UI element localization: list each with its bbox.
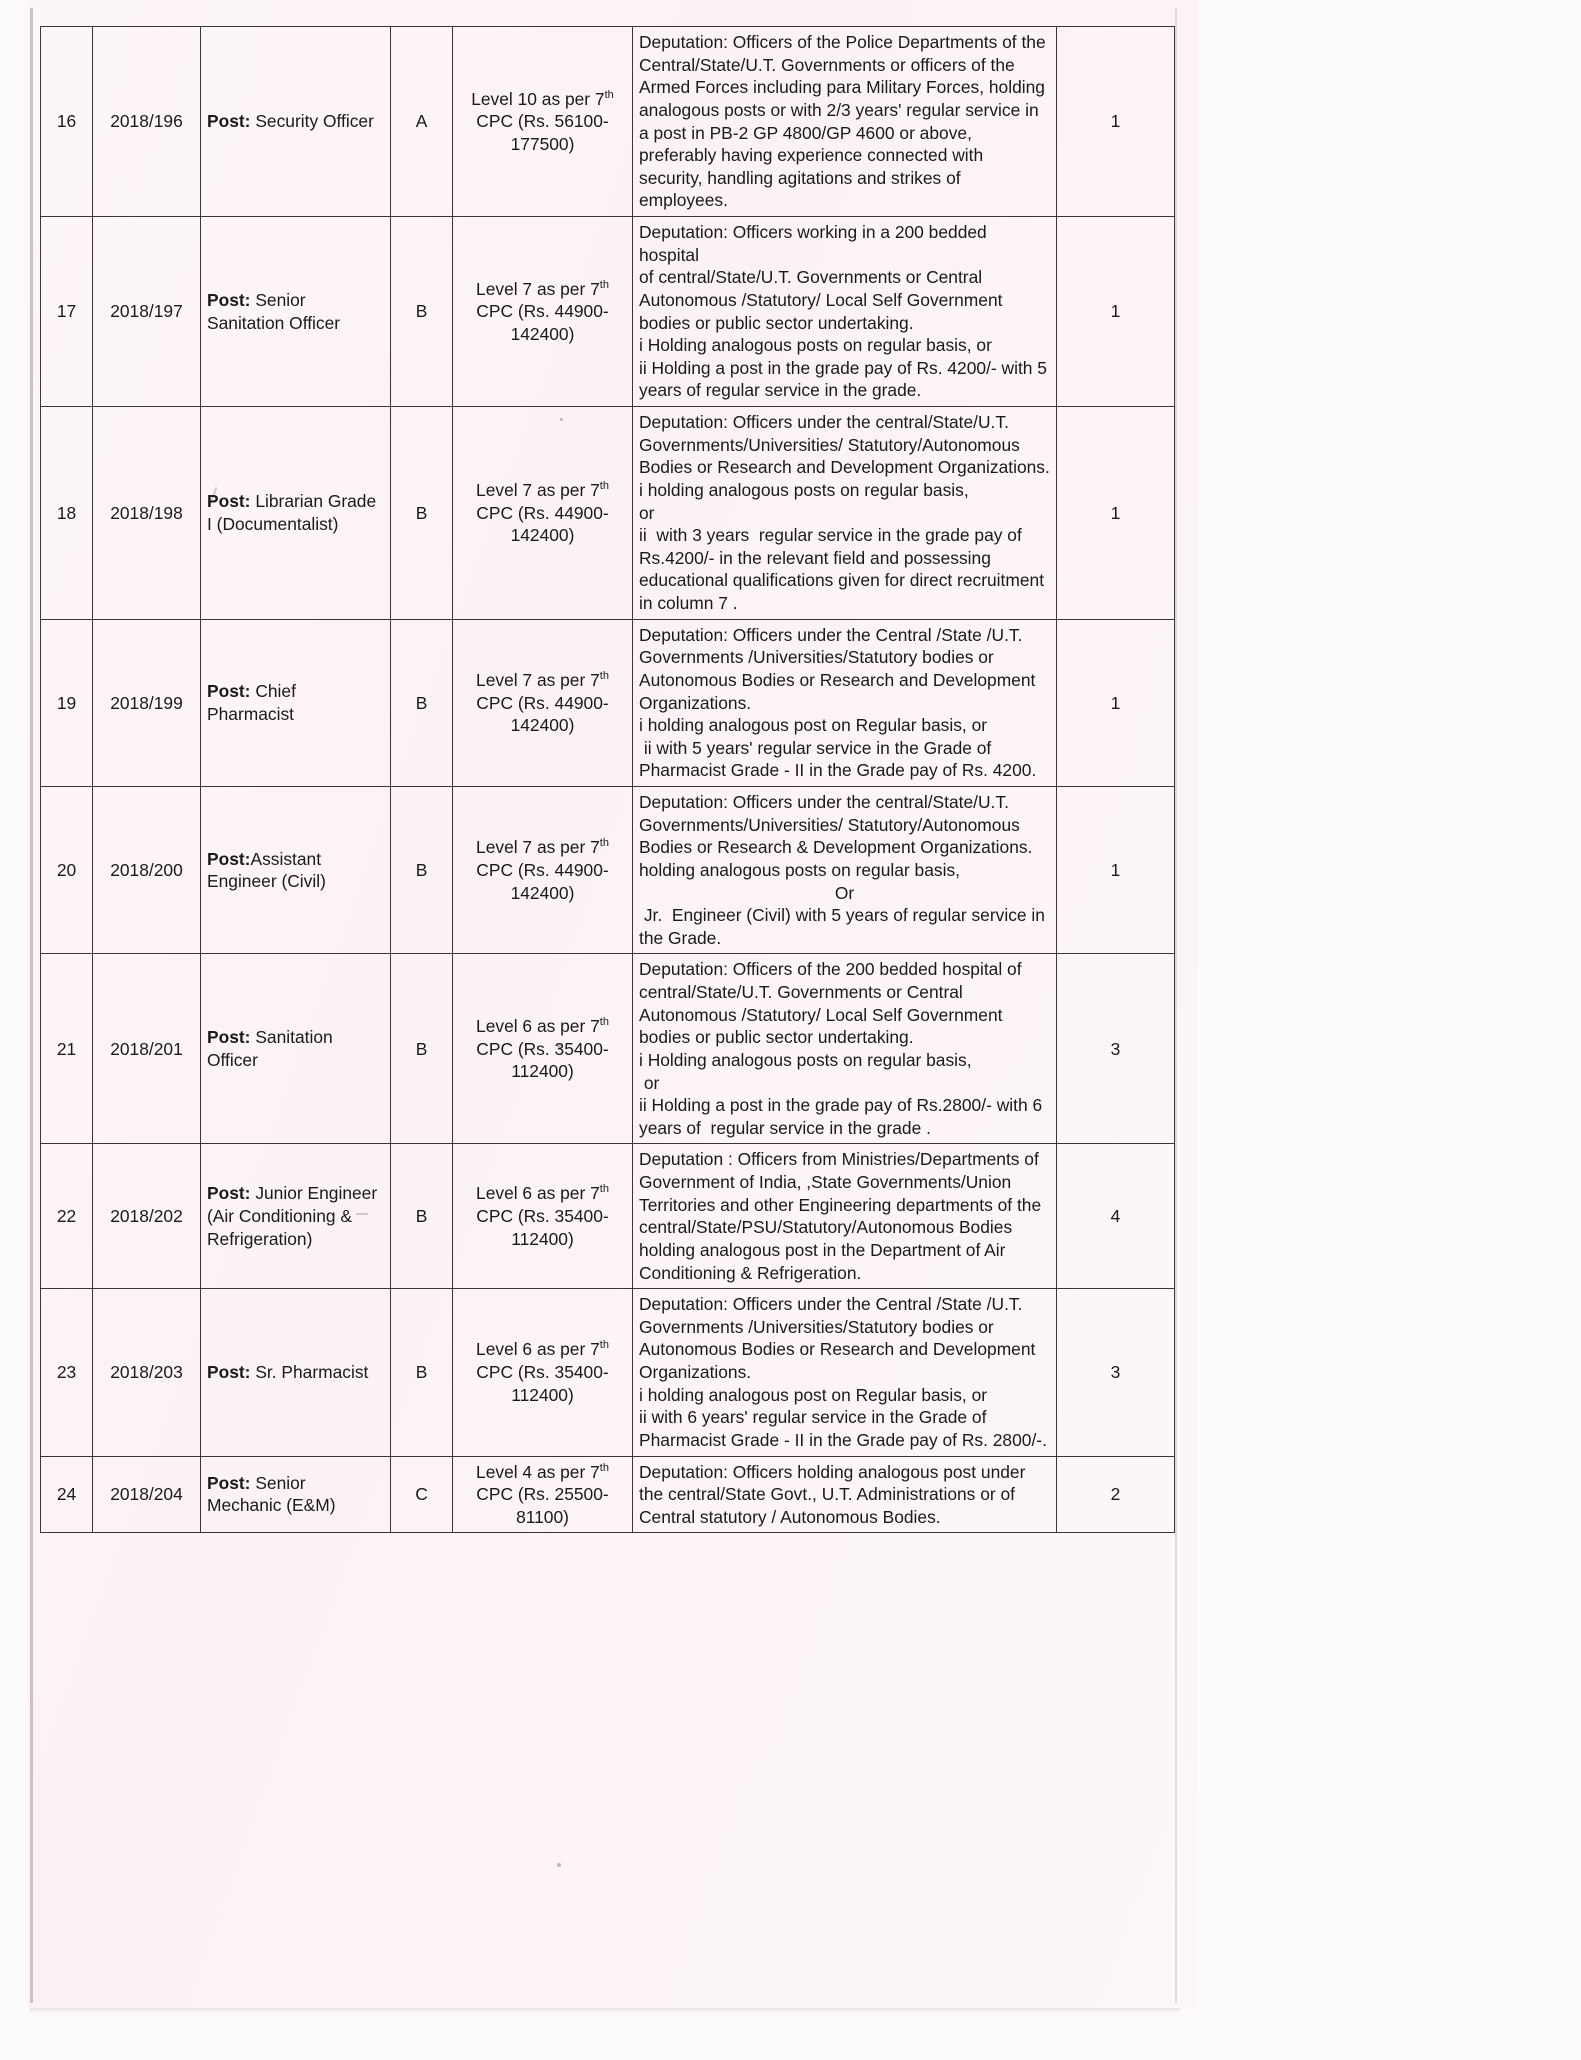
scan-speck <box>557 1863 561 1867</box>
post-value: Sanitation Officer <box>207 1027 333 1070</box>
cell-group: A <box>391 27 453 217</box>
post-label: Post: <box>207 289 251 310</box>
cell-serial-number: 23 <box>41 1289 93 1456</box>
table-row <box>41 27 1175 217</box>
cell-pay-level <box>453 954 633 1144</box>
post-label: Post: <box>207 1472 251 1493</box>
eligibility-line: educational qualifications given for direct recruitment <box>639 570 1045 591</box>
cell-serial-number: 18 <box>41 407 93 620</box>
eligibility-line: Governments/Universities/ Statutory/Autonomous <box>639 434 1020 455</box>
cell-eligibility <box>633 619 1057 786</box>
cell-advertisement-number: 2018/198 <box>93 407 201 620</box>
eligibility-line: a post in PB-2 GP 4800/GP 4600 or above, <box>639 122 972 143</box>
cell-pay-level <box>453 787 633 954</box>
post-value: Junior Engineer (Air Conditioning & Refrigeration) <box>207 1183 378 1249</box>
pay-level-line: Level 10 as per 7th <box>471 88 614 109</box>
cell-advertisement-number: 2018/196 <box>93 27 201 217</box>
cell-eligibility <box>633 217 1057 407</box>
page-edge-right <box>1175 8 1177 2003</box>
eligibility-line: Bodies or Research and Development Organizations. <box>639 457 1050 478</box>
cell-vacancy-count: 3 <box>1057 1289 1175 1456</box>
pay-level-line: 142400) <box>510 715 575 736</box>
eligibility-line: holding analogous post in the Department of Air <box>639 1239 1006 1260</box>
cell-vacancy-count: 2 <box>1057 1456 1175 1533</box>
cell-vacancy-count: 1 <box>1057 787 1175 954</box>
cell-vacancy-count: 3 <box>1057 954 1175 1144</box>
pay-level-line: Level 7 as per 7th <box>476 278 609 299</box>
recruitment-table <box>40 26 1175 1533</box>
eligibility-line: i Holding analogous posts on regular basis, or <box>639 335 992 356</box>
eligibility-line: ii Holding a post in the grade pay of Rs.2800/- with 6 <box>639 1095 1043 1116</box>
recruitment-table-body <box>41 27 1175 1533</box>
post-label: Post: <box>207 111 251 132</box>
ordinal-suffix: th <box>599 1339 609 1352</box>
eligibility-line: or <box>639 1072 660 1093</box>
cell-pay-level <box>453 1456 633 1533</box>
eligibility-line: Organizations. <box>639 692 752 713</box>
cell-post-name <box>201 407 391 620</box>
cell-vacancy-count: 1 <box>1057 217 1175 407</box>
cell-pay-level <box>453 407 633 620</box>
eligibility-line: ii with 6 years' regular service in the Grade of <box>639 1407 987 1428</box>
cell-group: B <box>391 1144 453 1289</box>
eligibility-line: Pharmacist Grade - II in the Grade pay of Rs. 2800/-. <box>639 1429 1047 1450</box>
post-label: Post: <box>207 491 251 512</box>
cell-group: B <box>391 1289 453 1456</box>
ordinal-suffix: th <box>599 1016 609 1029</box>
eligibility-line: or <box>639 502 655 523</box>
eligibility-line: i Holding analogous posts on regular basis, <box>639 1049 972 1070</box>
cell-vacancy-count: 1 <box>1057 27 1175 217</box>
table-row <box>41 1144 1175 1289</box>
cell-group: B <box>391 954 453 1144</box>
cell-pay-level <box>453 217 633 407</box>
table-row <box>41 787 1175 954</box>
eligibility-line: in column 7 . <box>639 593 738 613</box>
cell-group: B <box>391 217 453 407</box>
cell-advertisement-number: 2018/204 <box>93 1456 201 1533</box>
post-label: Post: <box>207 848 251 869</box>
cell-group: B <box>391 407 453 620</box>
ordinal-suffix: th <box>599 837 609 850</box>
cell-pay-level <box>453 619 633 786</box>
pay-level-line: 177500) <box>510 133 575 154</box>
cell-pay-level <box>453 1144 633 1289</box>
eligibility-line: security, handling agitations and strikes of <box>639 167 961 188</box>
cell-serial-number: 17 <box>41 217 93 407</box>
pay-level-line: CPC (Rs. 44900- <box>476 301 609 322</box>
post-value: Librarian Grade I (Documentalist) <box>207 491 377 534</box>
cell-vacancy-count: 1 <box>1057 407 1175 620</box>
ordinal-suffix: th <box>599 670 609 683</box>
post-value: Security Officer <box>250 111 374 132</box>
eligibility-line: i holding analogous posts on regular basis, <box>639 479 969 500</box>
eligibility-line: Deputation: Officers of the Police Departments of the <box>639 32 1046 52</box>
cell-eligibility <box>633 407 1057 620</box>
eligibility-line: Deputation: Officers working in a 200 bedded hospital <box>639 222 992 265</box>
cell-advertisement-number: 2018/197 <box>93 217 201 407</box>
eligibility-line: Or <box>834 882 855 903</box>
cell-eligibility <box>633 1289 1057 1456</box>
cell-post-name <box>201 1144 391 1289</box>
eligibility-line: Governments /Universities/Statutory bodies or <box>639 1316 994 1337</box>
cell-advertisement-number: 2018/200 <box>93 787 201 954</box>
eligibility-line: bodies or public sector undertaking. <box>639 1027 914 1048</box>
eligibility-line: Governments /Universities/Statutory bodies or <box>639 647 994 668</box>
eligibility-line: Deputation: Officers under the Central /State /U.T. <box>639 624 1023 645</box>
pay-level-line: Level 7 as per 7th <box>476 479 609 500</box>
cell-post-name <box>201 27 391 217</box>
pay-level-line: CPC (Rs. 35400- <box>476 1038 609 1059</box>
eligibility-line: the Grade. <box>639 927 722 948</box>
table-row <box>41 1456 1175 1533</box>
cell-post-name <box>201 787 391 954</box>
eligibility-line: holding analogous posts on regular basis, <box>639 859 960 880</box>
eligibility-line: of central/State/U.T. Governments or Central <box>639 267 983 288</box>
ordinal-suffix: th <box>599 278 609 291</box>
cell-vacancy-count: 4 <box>1057 1144 1175 1289</box>
eligibility-line: i holding analogous post on Regular basis, or <box>639 715 988 736</box>
cell-post-name <box>201 217 391 407</box>
post-label: Post: <box>207 1027 251 1048</box>
pay-level-line: CPC (Rs. 25500- <box>476 1484 609 1505</box>
eligibility-line: years of regular service in the grade . <box>639 1117 931 1138</box>
page-edge-bottom <box>30 2008 1180 2014</box>
post-label: Post: <box>207 1362 251 1382</box>
pay-level-line: 142400) <box>510 882 575 903</box>
pay-level-line: Level 6 as per 7th <box>476 1339 609 1360</box>
eligibility-line: Governments/Universities/ Statutory/Autonomous <box>639 814 1020 835</box>
eligibility-line: Deputation : Officers from Ministries/Departments of <box>639 1149 1039 1170</box>
post-value: Sr. Pharmacist <box>250 1362 369 1382</box>
cell-post-name <box>201 1456 391 1533</box>
cell-post-name <box>201 954 391 1144</box>
post-value: Assistant Engineer (Civil) <box>207 848 326 892</box>
table-row <box>41 1289 1175 1456</box>
eligibility-line: Conditioning & Refrigeration. <box>639 1262 862 1283</box>
cell-group: B <box>391 619 453 786</box>
eligibility-line: i holding analogous post on Regular basis, or <box>639 1384 988 1405</box>
pay-level-line: Level 7 as per 7th <box>476 669 609 690</box>
eligibility-line: Government of India, ,State Governments/Union <box>639 1172 1012 1192</box>
post-label: Post: <box>207 681 251 702</box>
eligibility-line: ii with 5 years' regular service in the Grade of <box>639 737 992 758</box>
pay-level-line: 112400) <box>511 1228 574 1249</box>
eligibility-line: Jr. Engineer (Civil) with 5 years of regular service in <box>639 905 1045 926</box>
page-edge-left <box>30 8 33 2003</box>
eligibility-line: the central/State Govt., U.T. Administrations or of <box>639 1484 1015 1505</box>
pay-level-line: Level 6 as per 7th <box>476 1015 609 1036</box>
ordinal-suffix: th <box>604 88 614 101</box>
eligibility-line: Autonomous /Statutory/ Local Self Government <box>639 289 1003 310</box>
post-value: Senior Mechanic (E&M) <box>207 1472 336 1516</box>
cell-eligibility <box>633 1144 1057 1289</box>
eligibility-line: Territories and other Engineering departments of the <box>639 1194 1042 1215</box>
pay-level-line: 81100) <box>516 1506 569 1527</box>
cell-pay-level <box>453 1289 633 1456</box>
eligibility-line: central/State/PSU/Statutory/Autonomous Bodies <box>639 1217 1013 1238</box>
cell-advertisement-number: 2018/202 <box>93 1144 201 1289</box>
eligibility-line: Organizations. <box>639 1362 752 1382</box>
table-row <box>41 619 1175 786</box>
pay-level-line: CPC (Rs. 35400- <box>476 1205 609 1226</box>
eligibility-line: Central/State/U.T. Governments or officers of the <box>639 54 1015 75</box>
table-row <box>41 407 1175 620</box>
cell-eligibility <box>633 27 1057 217</box>
eligibility-line: years of regular service in the grade. <box>639 380 922 401</box>
eligibility-line: Autonomous Bodies or Research and Development <box>639 1339 1036 1360</box>
eligibility-line: ii Holding a post in the grade pay of Rs. 4200/- with 5 <box>639 357 1047 378</box>
eligibility-line: Deputation: Officers under the Central /State /U.T. <box>639 1294 1023 1315</box>
table-row <box>41 217 1175 407</box>
cell-eligibility <box>633 1456 1057 1533</box>
eligibility-line: employees. <box>639 190 728 211</box>
post-label: Post: <box>207 1183 251 1204</box>
cell-group: C <box>391 1456 453 1533</box>
pay-level-line: 142400) <box>510 323 575 344</box>
pay-level-line: CPC (Rs. 56100- <box>476 111 609 132</box>
cell-advertisement-number: 2018/203 <box>93 1289 201 1456</box>
ordinal-suffix: th <box>599 480 609 493</box>
eligibility-line: ii with 3 years regular service in the grade pay of <box>639 525 1022 546</box>
post-value: Chief Pharmacist <box>207 681 296 724</box>
eligibility-line: Bodies or Research & Development Organizations. <box>639 837 1033 858</box>
eligibility-line: Deputation: Officers under the central/State/U.T. <box>639 792 1009 812</box>
pay-level-line: 112400) <box>511 1384 574 1405</box>
eligibility-line: bodies or public sector undertaking. <box>639 312 914 333</box>
cell-serial-number: 16 <box>41 27 93 217</box>
ordinal-suffix: th <box>599 1183 609 1196</box>
cell-pay-level <box>453 27 633 217</box>
cell-serial-number: 20 <box>41 787 93 954</box>
cell-group: B <box>391 787 453 954</box>
eligibility-line: Deputation: Officers of the 200 bedded hospital of <box>639 959 1022 980</box>
eligibility-line: Deputation: Officers under the central/State/U.T. <box>639 412 1009 432</box>
cell-eligibility <box>633 954 1057 1144</box>
post-value: Senior Sanitation Officer <box>207 289 341 333</box>
cell-serial-number: 19 <box>41 619 93 786</box>
eligibility-line: Autonomous /Statutory/ Local Self Government <box>639 1004 1003 1025</box>
pay-level-line: CPC (Rs. 44900- <box>476 502 609 523</box>
eligibility-line: Deputation: Officers holding analogous post under <box>639 1461 1026 1482</box>
pay-level-line: CPC (Rs. 44900- <box>476 859 609 880</box>
eligibility-line: Rs.4200/- in the relevant field and possessing <box>639 547 991 568</box>
cell-serial-number: 22 <box>41 1144 93 1289</box>
pay-level-line: Level 4 as per 7th <box>476 1461 609 1482</box>
eligibility-line: Central statutory / Autonomous Bodies. <box>639 1506 941 1527</box>
eligibility-line: central/State/U.T. Governments or Central <box>639 982 963 1002</box>
pay-level-line: CPC (Rs. 35400- <box>476 1362 609 1382</box>
pay-level-line: CPC (Rs. 44900- <box>476 692 609 713</box>
cell-vacancy-count: 1 <box>1057 619 1175 786</box>
eligibility-line: Pharmacist Grade - II in the Grade pay of Rs. 4200. <box>639 760 1037 781</box>
pay-level-line: 112400) <box>511 1061 574 1082</box>
table-row <box>41 954 1175 1144</box>
cell-eligibility <box>633 787 1057 954</box>
ordinal-suffix: th <box>599 1461 609 1474</box>
eligibility-line: Autonomous Bodies or Research and Development <box>639 669 1036 690</box>
pay-level-line: Level 6 as per 7th <box>476 1183 609 1204</box>
cell-advertisement-number: 2018/199 <box>93 619 201 786</box>
cell-serial-number: 21 <box>41 954 93 1144</box>
cell-serial-number: 24 <box>41 1456 93 1533</box>
pay-level-line: 142400) <box>510 525 575 546</box>
cell-post-name <box>201 619 391 786</box>
pay-level-line: Level 7 as per 7th <box>476 837 609 858</box>
cell-post-name <box>201 1289 391 1456</box>
eligibility-line: analogous posts or with 2/3 years' regular service in <box>639 99 1039 120</box>
eligibility-line: Armed Forces including para Military Forces, holding <box>639 77 1045 98</box>
eligibility-line: preferably having experience connected with <box>639 145 984 166</box>
cell-advertisement-number: 2018/201 <box>93 954 201 1144</box>
